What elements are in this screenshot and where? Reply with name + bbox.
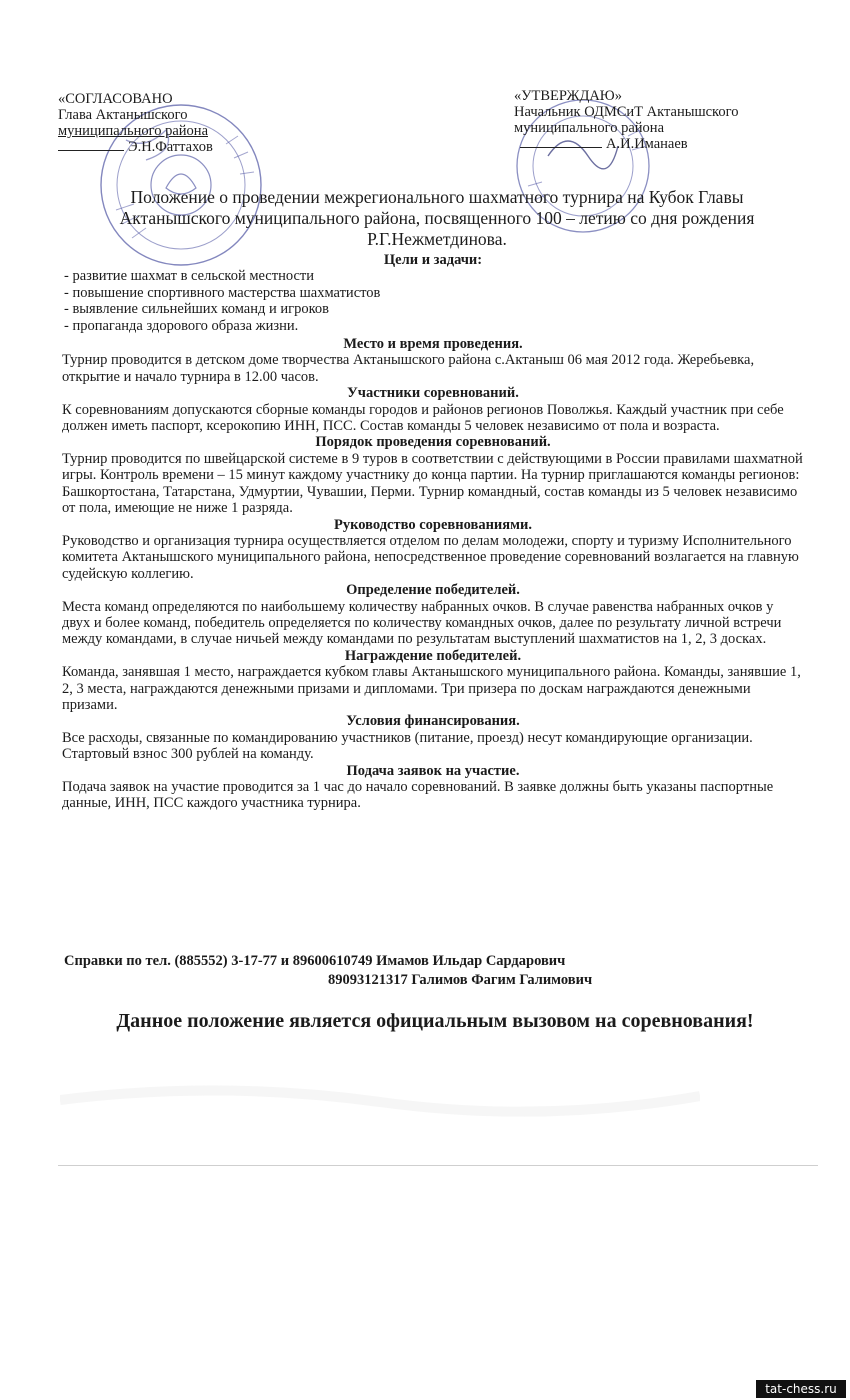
approval-right-name: А.И.Иманаев [606,136,688,152]
section-heading-participants: Участники соревнований. [347,385,519,402]
section-heading-goals: Цели и задачи: [383,252,483,268]
approval-left-block [58,91,318,155]
approval-right-title: «УТВЕРЖДАЮ» [514,88,622,104]
contact-line-1: Справки по тел. (885552) 3-17-77 и 89600610749 Имамов Ильдар Сардарович [64,953,566,969]
site-watermark: tat-chess.ru [756,1380,846,1398]
section-heading-winners: Определение победителей. [346,582,520,599]
approval-left-title: «СОГЛАСОВАНО [58,91,173,107]
contact-info [64,952,592,990]
approval-right-position: Начальник ОДМСиТ Актанышского [514,104,739,120]
section-text-winners: Места команд определяются по наибольшему количеству набранных очков. В случае равенства набранных очков у двух и более команд, победитель определяется по количеству командных очков, далее по результату личной встречи между командами, в случае ничьей между командами по результатам выступлений шахматистов на 1, 2, 3 досках. [62,598,782,648]
section-heading-place: Место и время проведения. [343,336,523,353]
approval-left-position-2: муниципального района [58,123,208,139]
section-text-order: Турнир проводится по швейцарской системе в 9 туров в соответствии с действующими в России правилами шахматной игры. Контроль времени – 15 минут каждому участнику до конца партии. На турнир приглашаются команды регионов: Башкортостана, Татарстана, Удмуртии, Чувашии, Перми. Турнир командный, состав команды из 5 человек независимо от пола, имеющие не ниже 1 разряда. [62,450,803,517]
official-call-notice: Данное положение является официальным вызовом на соревнования! [116,1010,754,1032]
title-line-3: Р.Г.Нежметдинова. [367,229,507,249]
list-item: - повышение спортивного мастерства шахматистов [64,284,381,301]
scan-smudge [60,1070,700,1130]
section-text-applications: Подача заявок на участие проводится за 1 час до начало соревнований. В заявке должны быть указаны паспортные данные, ИНН, ПСС каждого участника турнира. [62,779,774,812]
section-heading-awards: Награждение победителей. [344,647,522,664]
section-heading-management: Руководство соревнованиями. [334,516,532,533]
document-title [56,187,818,250]
title-line-1: Положение о проведении межрегионального шахматного турнира на Кубок Главы [130,187,744,207]
list-item: - развитие шахмат в сельской местности [64,268,314,285]
section-heading-order: Порядок проведения соревнований. [315,434,551,451]
list-item: - пропаганда здорового образа жизни. [64,317,299,334]
section-text-place: Турнир проводится в детском доме творчества Актанышского района с.Актаныш 06 мая 2012 года. Жеребьевка, открытие и начало турнира в 12.00 часов. [62,352,755,385]
goals-list [62,268,804,334]
section-heading-applications: Подача заявок на участие. [346,762,520,779]
document-body [62,252,804,812]
section-text-finance: Все расходы, связанные по командированию участников (питание, проезд) несут командирующие организации. Стартовый взнос 300 рублей на команду. [62,729,753,763]
signature-line [58,150,124,151]
approval-left-name: Э.Н.Фаттахов [128,139,213,155]
contact-line-2: 89093121317 Галимов Фагим Галимович [328,972,593,988]
section-text-awards: Команда, занявшая 1 место, награждается кубком главы Актанышского муниципального района. Команды, занявшие 1, 2, 3 места, награждаются денежными призами и дипломами. Три призера по доскам награждаются денежными призами. [62,664,801,713]
approval-right-block [514,88,804,152]
section-text-management: Руководство и организация турнира осуществляется отделом по делам молодежи, спорту и туризму Исполнительного комитета Актанышского муниципального района, непосредственное проведение соревнований возлагается на главную судейскую коллегию. [62,532,799,582]
section-text-participants: К соревнованиям допускаются сборные команды городов и районов регионов Поволжья. Каждый участник при себе должен иметь паспорт, ксерокопию ИНН, ПСС. Состав команды 5 человек независимо от пола и возраста. [62,401,784,435]
signature-line-right [520,147,602,148]
approval-left-position: Глава Актанышского [58,107,188,123]
approval-right-position-2: муниципального района [514,120,664,136]
section-heading-finance: Условия финансирования. [346,713,520,730]
scan-edge-line [58,1165,818,1166]
list-item: - выявление сильнейших команд и игроков [64,301,329,318]
title-line-2: Актанышского муниципального района, посвященного 100 – летию со дня рождения [119,208,755,228]
